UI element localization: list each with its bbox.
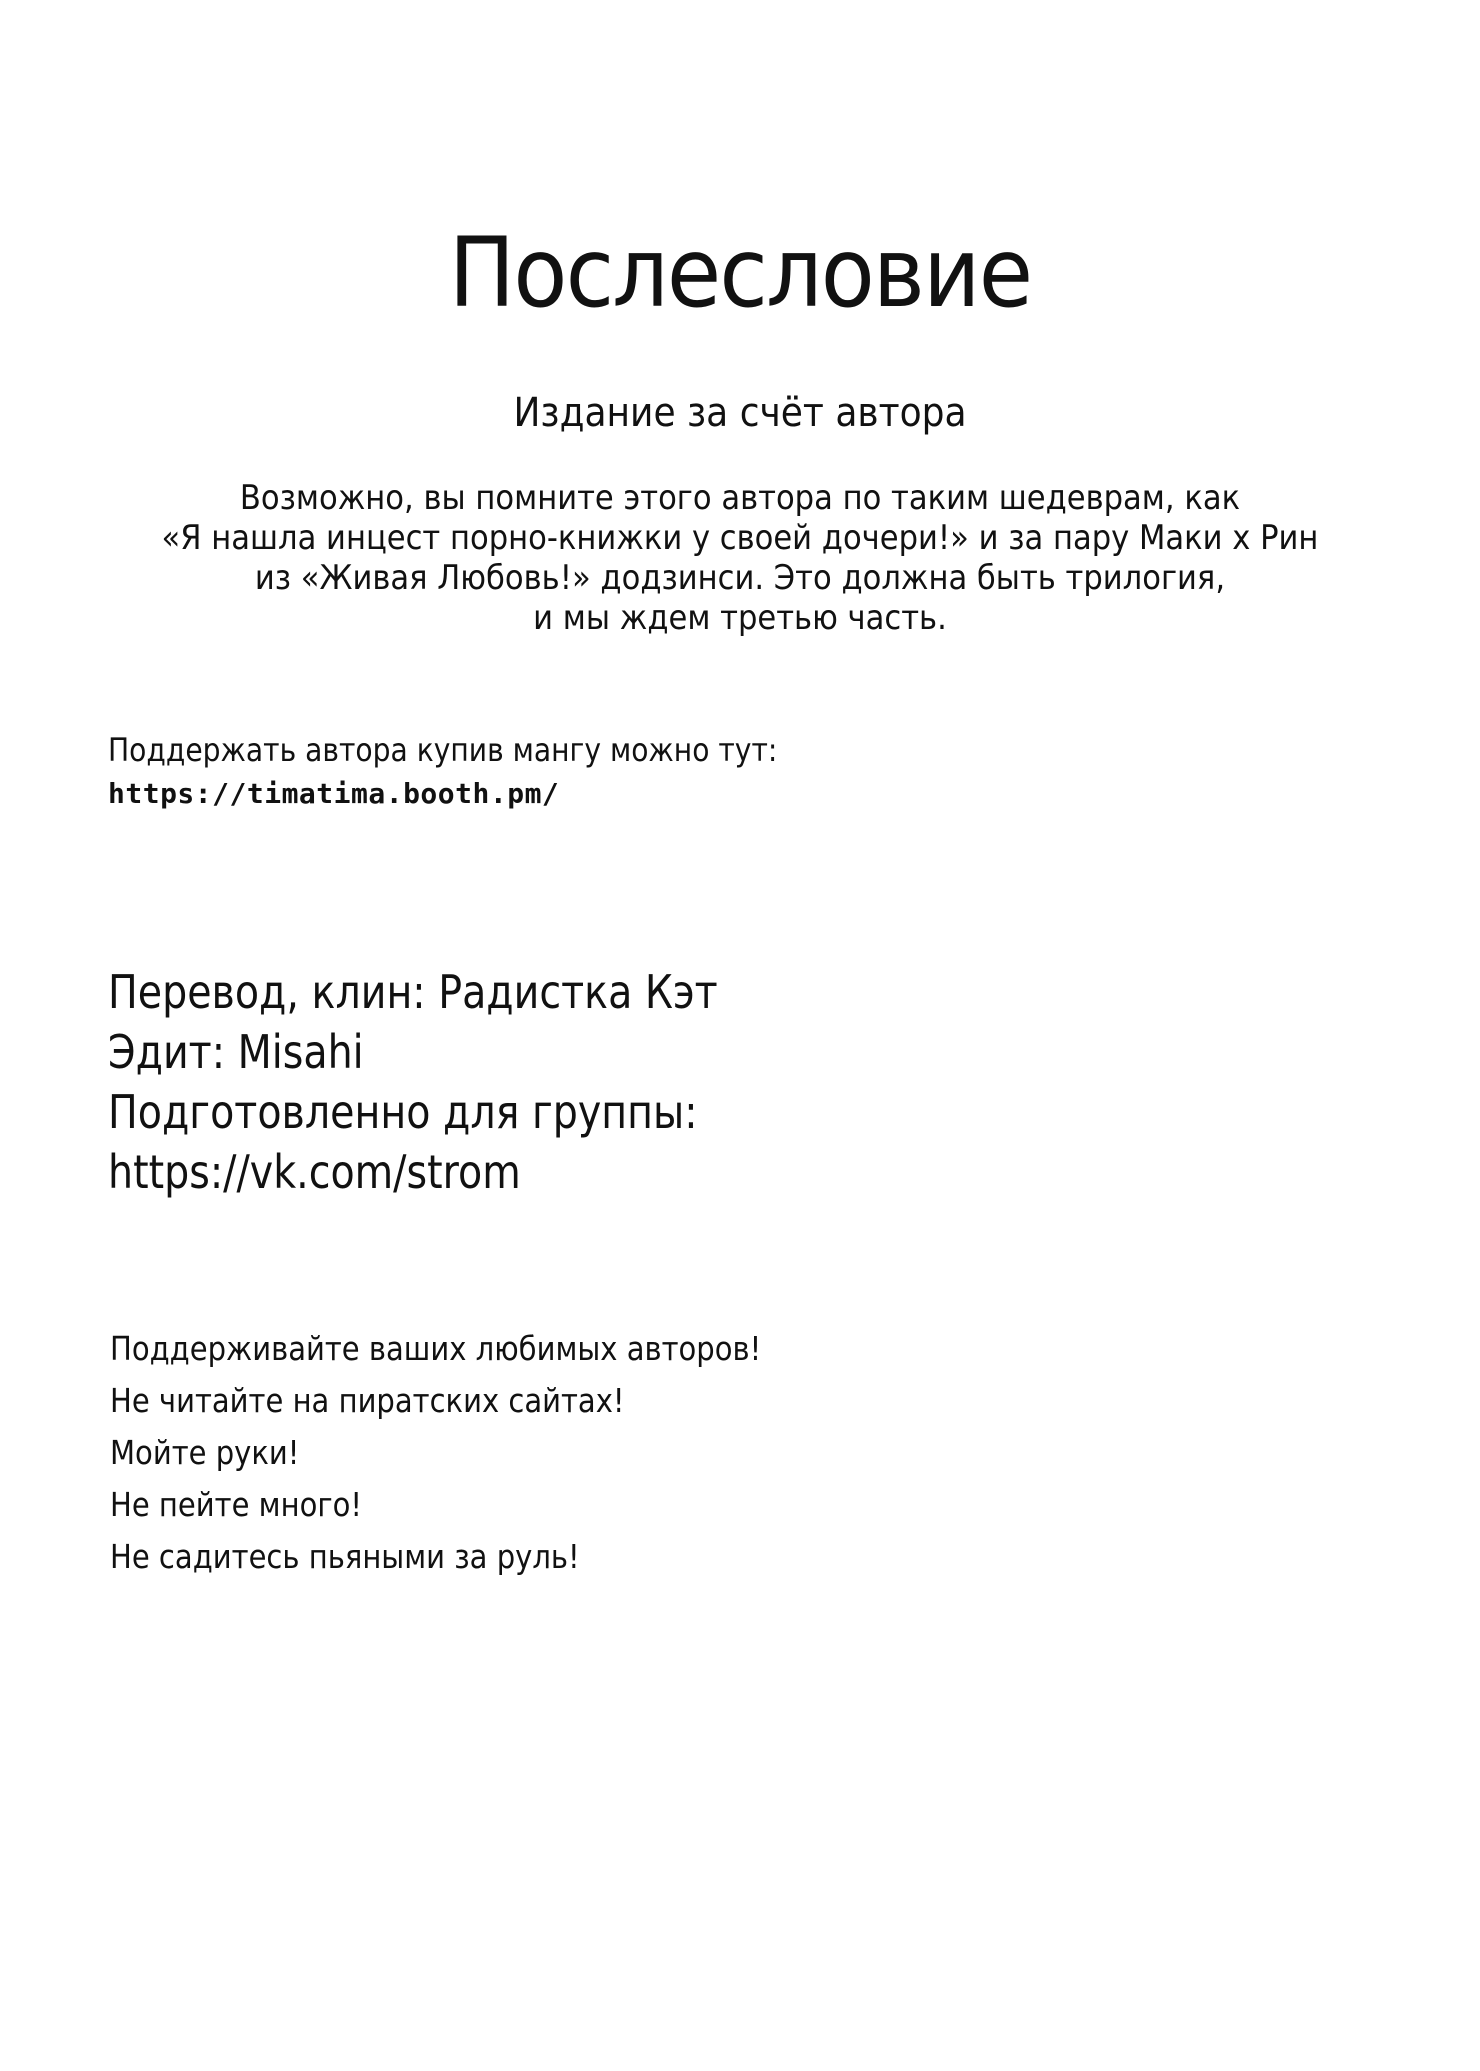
author-shop-link[interactable]: https://timatima.booth.pm/	[108, 777, 560, 810]
page-subtitle: Издание за счёт автора	[513, 390, 967, 436]
intro-line: и мы ждем третью часть.	[533, 598, 947, 638]
intro-line: из «Живая Любовь!» додзинси. Это должна быть трилогия,	[254, 558, 1226, 598]
slogan-item: Поддерживайте ваших любимых авторов!	[110, 1329, 762, 1368]
support-label: Поддержать автора купив мангу можно тут:	[108, 731, 778, 769]
slogan-item: Мойте руки!	[110, 1433, 300, 1472]
slogans-list	[110, 1323, 850, 1583]
intro-paragraph	[74, 478, 1406, 638]
translation-credit: Перевод, клин: Радистка Кэт	[108, 965, 718, 1019]
prepared-for-label: Подготовленно для группы:	[108, 1085, 698, 1139]
slogan-item: Не садитесь пьяными за руль!	[110, 1537, 580, 1576]
intro-line: Возможно, вы помните этого автора по таким шедеврам, как	[239, 478, 1241, 518]
page-title: Послесловие	[448, 217, 1032, 329]
credits-block	[108, 962, 817, 1202]
intro-line: «Я нашла инцест порно-книжки у своей дочери!» и за пару Маки x Рин	[161, 518, 1319, 558]
edit-credit: Эдит: Misahi	[108, 1025, 364, 1079]
slogan-item: Не пейте много!	[110, 1485, 363, 1524]
slogan-item: Не читайте на пиратских сайтах!	[110, 1381, 625, 1420]
group-link[interactable]: https://vk.com/strom	[108, 1145, 521, 1199]
support-block	[108, 728, 869, 816]
